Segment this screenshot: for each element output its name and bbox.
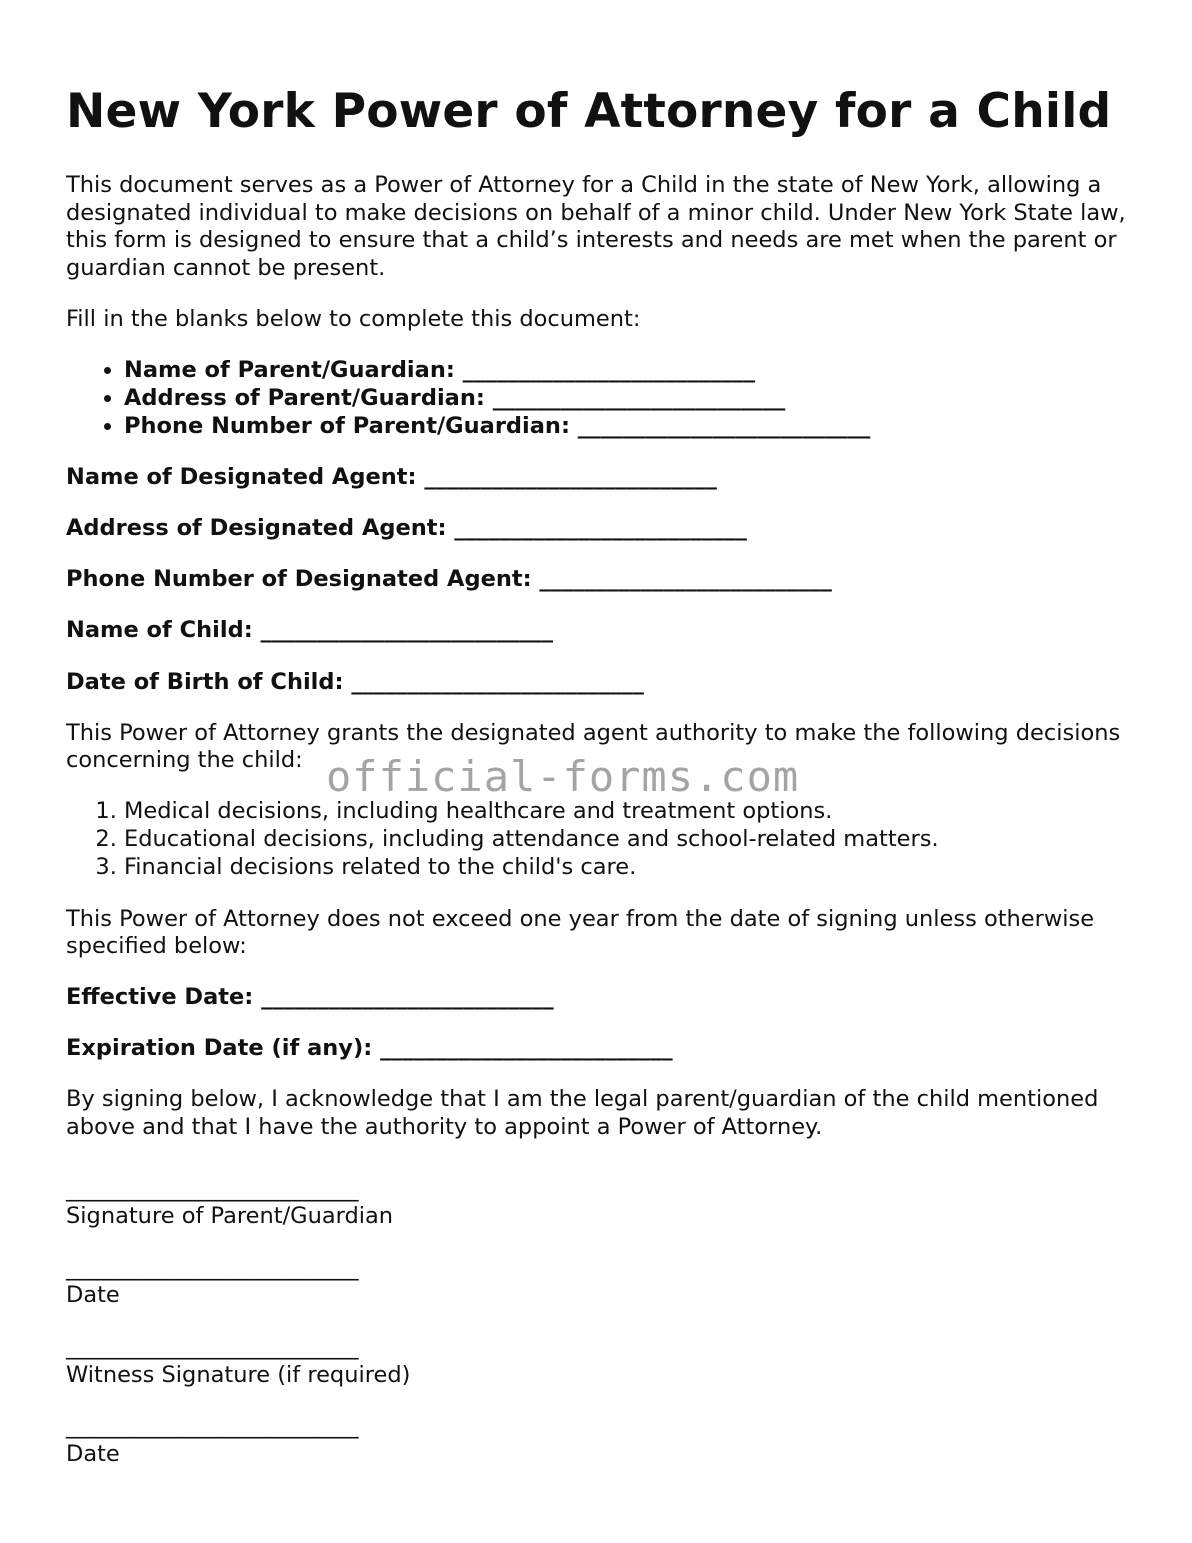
signature-block-parent	[66, 1176, 1136, 1231]
decision-item-educational: 2. Educational decisions, including attendance and school-related matters.	[124, 826, 1136, 854]
watermark: official-forms.com	[326, 752, 800, 801]
parent-phone-field: • Phone Number of Parent/Guardian: __________________________	[124, 413, 1136, 441]
agent-name-field: Name of Designated Agent: __________________________	[66, 464, 717, 491]
signature-label: Date	[66, 1282, 120, 1309]
signature-label: Date	[66, 1440, 120, 1467]
effective-date-field: Effective Date: __________________________	[66, 984, 554, 1011]
signature-label: Witness Signature (if required)	[66, 1361, 411, 1388]
expiration-date-field: Expiration Date (if any): __________________________	[66, 1035, 673, 1062]
agent-address-field: Address of Designated Agent: __________________________	[66, 515, 747, 542]
intro-paragraph: This document serves as a Power of Attorney for a Child in the state of New York, allowing a designated individual to make decisions on behalf of a minor child. Under New York State law, this form is designed to ensure that a child’s interests and needs are met when the parent or guardian cannot be present.	[66, 172, 1126, 281]
signature-block-witness-date	[66, 1413, 1136, 1468]
parent-fields-list	[66, 357, 1136, 441]
signature-block-witness	[66, 1334, 1136, 1389]
signature-line: __________________________	[66, 1175, 359, 1202]
decisions-list	[66, 798, 1136, 882]
child-dob-field: Date of Birth of Child: __________________________	[66, 668, 644, 695]
signature-block-date	[66, 1255, 1136, 1310]
fill-instructions: Fill in the blanks below to complete this document:	[66, 305, 641, 332]
signature-label: Signature of Parent/Guardian	[66, 1203, 394, 1230]
signature-line: __________________________	[66, 1334, 359, 1360]
agent-phone-field: Phone Number of Designated Agent: __________________________	[66, 566, 832, 593]
decision-item-financial: 3. Financial decisions related to the child's care.	[124, 854, 1136, 882]
child-name-field: Name of Child: __________________________	[66, 617, 554, 644]
document-title: New York Power of Attorney for a Child	[66, 84, 1112, 139]
parent-name-field: • Name of Parent/Guardian: __________________________	[124, 357, 1136, 385]
authority-paragraph: This Power of Attorney grants the designated agent authority to make the following decisions concerning the child:	[66, 719, 1121, 774]
duration-paragraph: This Power of Attorney does not exceed one year from the date of signing unless otherwise specified below:	[66, 905, 1095, 960]
decision-item-medical: 1. Medical decisions, including healthcare and treatment options.	[124, 798, 1136, 826]
acknowledgement-paragraph: By signing below, I acknowledge that I am the legal parent/guardian of the child mentioned above and that I have the authority to appoint a Power of Attorney.	[66, 1086, 1099, 1141]
parent-address-field: • Address of Parent/Guardian: __________________________	[124, 385, 1136, 413]
signature-line: __________________________	[66, 1254, 359, 1281]
signature-line: __________________________	[66, 1413, 359, 1440]
